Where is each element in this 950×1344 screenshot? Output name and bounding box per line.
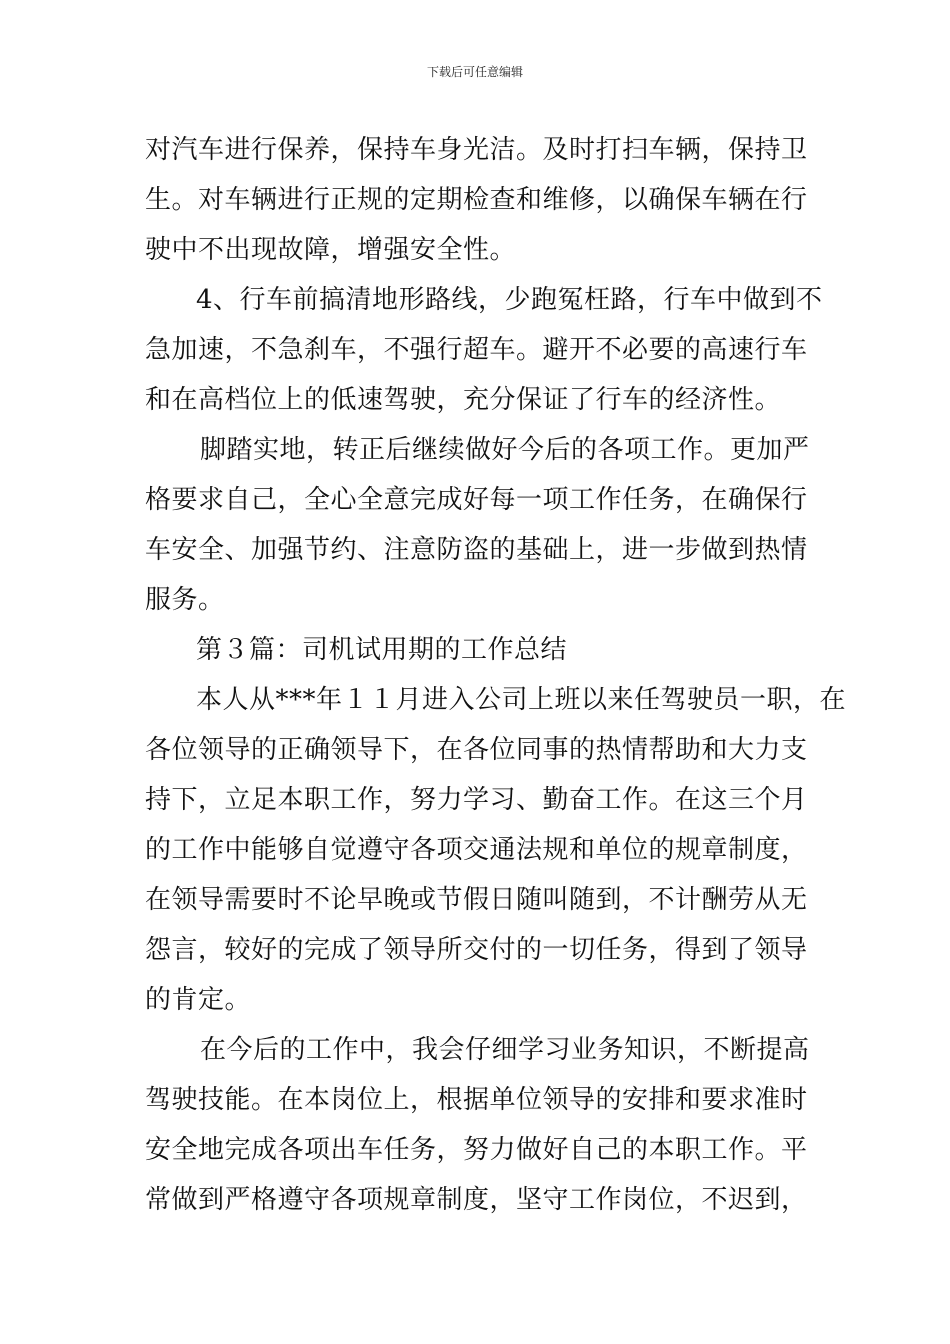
section-title: 第３篇：司机试用期的工作总结 (196, 635, 568, 665)
text-line: 安全地完成各项出车任务，努力做好自己的本职工作。平 (145, 1135, 808, 1165)
page-header: 下载后可任意编辑 (426, 65, 523, 79)
text-line: 脚踏实地，转正后继续做好今后的各项工作。更加严 (200, 435, 810, 465)
text-line: 各位领导的正确领导下，在各位同事的热情帮助和大力支 (145, 735, 808, 765)
text-line: 的肯定。 (145, 985, 252, 1015)
text-line: 对汽车进行保养，保持车身光洁。及时打扫车辆，保持卫 (145, 135, 808, 165)
text-line: 常做到严格遵守各项规章制度，坚守工作岗位，不迟到， (145, 1185, 808, 1215)
text-line: 急加速，不急刹车，不强行超车。避开不必要的高速行车 (145, 335, 808, 365)
text-line: 的工作中能够自觉遵守各项交通法规和单位的规章制度， (145, 835, 808, 865)
text-line: 在领导需要时不论早晚或节假日随叫随到，不计酬劳从无 (145, 885, 808, 915)
text-line: 驶中不出现故障，增强安全性。 (145, 235, 517, 265)
text-line: 驾驶技能。在本岗位上，根据单位领导的安排和要求准时 (145, 1085, 808, 1115)
text-line: 持下，立足本职工作，努力学习、勤奋工作。在这三个月 (145, 785, 808, 815)
text-line: 生。对车辆进行正规的定期检查和维修，以确保车辆在行 (145, 185, 808, 215)
text-line: 和在高档位上的低速驾驶，充分保证了行车的经济性。 (145, 385, 782, 415)
text-line: 服务。 (145, 585, 225, 615)
text-line: 在今后的工作中，我会仔细学习业务知识，不断提高 (200, 1035, 810, 1065)
text-line: 格要求自己，全心全意完成好每一项工作任务，在确保行 (145, 485, 808, 515)
text-line: 车安全、加强节约、注意防盗的基础上，进一步做到热情 (145, 535, 808, 565)
text-line: 怨言，较好的完成了领导所交付的一切任务，得到了领导 (145, 935, 808, 965)
text-line: 本人从***年１１月进入公司上班以来任驾驶员一职，在 (196, 685, 847, 715)
text-line: 4、行车前搞清地形路线，少跑冤枉路，行车中做到不 (196, 285, 823, 315)
